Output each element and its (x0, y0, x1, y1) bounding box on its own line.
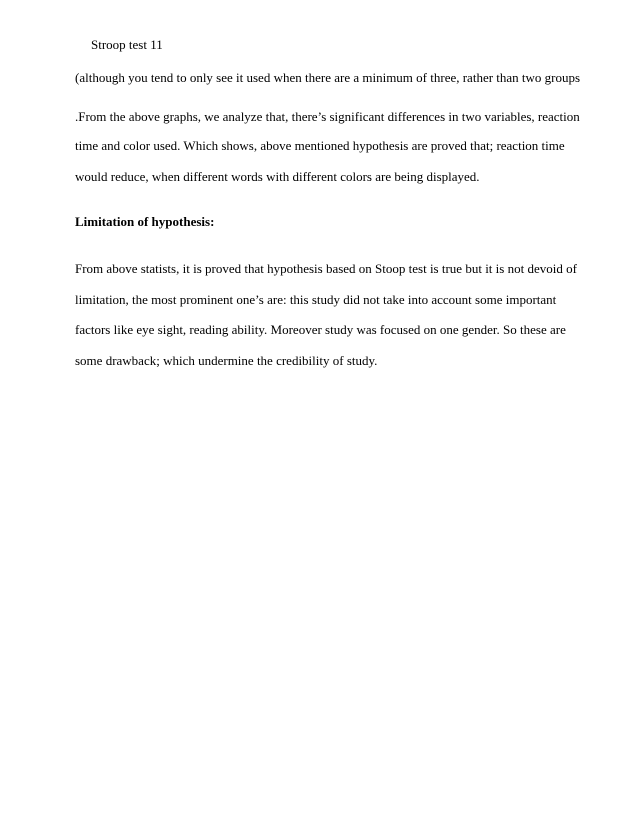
paragraph-line: (although you tend to only see it used when there are a minimum of three, rather than two groups (75, 70, 581, 85)
paragraph-line: factors like eye sight, reading ability. Moreover study was focused on one gender. So these are (75, 322, 566, 337)
paragraph-line: would reduce, when different words with different colors are being displayed. (75, 169, 480, 184)
paragraph-line: limitation, the most prominent one’s are: this study did not take into account some important (75, 292, 557, 307)
paragraph-line: time and color used. Which shows, above mentioned hypothesis are proved that; reaction time (75, 138, 565, 153)
section-heading: Limitation of hypothesis: (75, 214, 215, 229)
paragraph-line: some drawback; which undermine the credibility of study. (75, 353, 378, 368)
paragraph-line: From above statists, it is proved that hypothesis based on Stoop test is true but it is not devoid of (75, 261, 577, 276)
running-head: Stroop test 11 (91, 37, 163, 52)
paragraph-line: .From the above graphs, we analyze that, there’s significant differences in two variables, reaction (75, 109, 580, 124)
